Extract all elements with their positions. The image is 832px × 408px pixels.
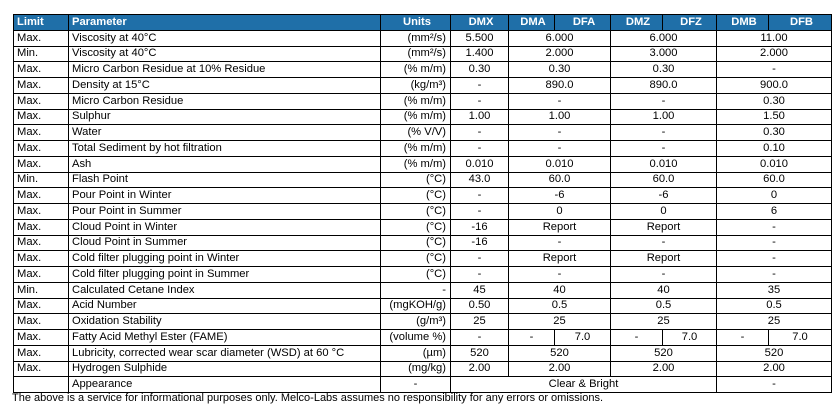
dmb-dfb-value-cell: - [717, 267, 832, 283]
units-cell: (g/m³) [381, 314, 451, 330]
dmx-value-cell: 0.30 [451, 62, 509, 78]
dma-dfa-value-cell: -6 [509, 188, 611, 204]
units-cell: - [381, 377, 451, 393]
limit-cell: Max. [14, 314, 69, 330]
dmx-value-cell: 520 [451, 345, 509, 361]
table-row-fame [14, 330, 832, 346]
header-parameter: Parameter [69, 15, 381, 31]
dmb-dfb-value-cell: 11.00 [717, 30, 832, 46]
dmx-value-cell: - [451, 141, 509, 157]
table-row [14, 125, 832, 141]
limit-cell: Max. [14, 267, 69, 283]
fuel-spec-table [13, 14, 832, 393]
limit-cell: Max. [14, 361, 69, 377]
parameter-cell: Appearance [69, 377, 381, 393]
limit-cell: Min. [14, 172, 69, 188]
dma-dfa-value-cell: 0.010 [509, 156, 611, 172]
dmz-dfz-value-cell: -6 [611, 188, 717, 204]
dmz-dfz-value-cell: Report [611, 219, 717, 235]
dfz-value-cell: 7.0 [663, 330, 717, 346]
parameter-cell: Ash [69, 156, 381, 172]
header-dma: DMA [509, 15, 555, 31]
parameter-cell: Density at 15°C [69, 78, 381, 94]
units-cell: (% m/m) [381, 62, 451, 78]
table-row [14, 156, 832, 172]
dmb-value-cell: - [717, 330, 769, 346]
dmx-value-cell: 0.010 [451, 156, 509, 172]
dma-dfa-value-cell: - [509, 125, 611, 141]
limit-cell: Max. [14, 251, 69, 267]
dmb-dfb-value-cell: 6 [717, 204, 832, 220]
header-dmz: DMZ [611, 15, 663, 31]
units-cell: (% V/V) [381, 125, 451, 141]
table-row [14, 219, 832, 235]
dma-dfa-value-cell: - [509, 93, 611, 109]
units-cell: (µm) [381, 345, 451, 361]
parameter-cell: Lubricity, corrected wear scar diameter (WSD) at 60 °C [69, 345, 381, 361]
table-row [14, 361, 832, 377]
dmb-dfb-value-cell: 2.000 [717, 46, 832, 62]
fuel-spec-table-wrapper [13, 14, 831, 393]
dma-dfa-value-cell: - [509, 235, 611, 251]
header-units: Units [381, 15, 451, 31]
limit-cell: Max. [14, 125, 69, 141]
dmb-dfb-value-cell: 0.5 [717, 298, 832, 314]
limit-cell: Max. [14, 109, 69, 125]
parameter-cell: Viscosity at 40°C [69, 30, 381, 46]
units-cell: (°C) [381, 219, 451, 235]
table-row [14, 188, 832, 204]
dma-dfa-value-cell: 0.30 [509, 62, 611, 78]
dmz-value-cell: - [611, 330, 663, 346]
table-row [14, 345, 832, 361]
parameter-cell: Sulphur [69, 109, 381, 125]
header-dmx: DMX [451, 15, 509, 31]
table-row [14, 204, 832, 220]
table-row [14, 62, 832, 78]
dmb-dfb-value-cell: 35 [717, 282, 832, 298]
dma-dfa-value-cell: 890.0 [509, 78, 611, 94]
header-dfa: DFA [555, 15, 611, 31]
dmx-value-cell: - [451, 93, 509, 109]
parameter-cell: Micro Carbon Residue at 10% Residue [69, 62, 381, 78]
limit-cell: Max. [14, 141, 69, 157]
units-cell: (volume %) [381, 330, 451, 346]
parameter-cell: Flash Point [69, 172, 381, 188]
table-row [14, 30, 832, 46]
dmz-dfz-value-cell: 6.000 [611, 30, 717, 46]
dma-dfa-value-cell: - [509, 141, 611, 157]
table-row [14, 141, 832, 157]
units-cell: (°C) [381, 204, 451, 220]
dma-dfa-value-cell: 60.0 [509, 172, 611, 188]
dma-dfa-value-cell: 1.00 [509, 109, 611, 125]
dmb-dfb-value-cell: 0.010 [717, 156, 832, 172]
parameter-cell: Pour Point in Winter [69, 188, 381, 204]
dmb-dfb-value-cell: 2.00 [717, 361, 832, 377]
limit-cell [14, 377, 69, 393]
dmx-value-cell: 25 [451, 314, 509, 330]
parameter-cell: Hydrogen Sulphide [69, 361, 381, 377]
dmz-dfz-value-cell: 3.000 [611, 46, 717, 62]
limit-cell: Max. [14, 298, 69, 314]
dmb-dfb-value-cell: 60.0 [717, 172, 832, 188]
dmb-dfb-value-cell: 900.0 [717, 78, 832, 94]
dmz-dfz-value-cell: 25 [611, 314, 717, 330]
table-body [14, 30, 832, 392]
dma-value-cell: - [509, 330, 555, 346]
table-row [14, 93, 832, 109]
dma-dfa-value-cell: 6.000 [509, 30, 611, 46]
header-dfb: DFB [769, 15, 832, 31]
disclaimer-note: The above is a service for informational purposes only. Melco-Labs assumes no responsibility for any errors or omissions. [12, 392, 603, 404]
limit-cell: Max. [14, 78, 69, 94]
parameter-cell: Pour Point in Summer [69, 204, 381, 220]
dma-dfa-value-cell: Report [509, 251, 611, 267]
table-row [14, 172, 832, 188]
dmb-dfb-value-cell: 520 [717, 345, 832, 361]
dmx-value-cell: - [451, 125, 509, 141]
dmb-dfb-value-cell: - [717, 251, 832, 267]
parameter-cell: Calculated Cetane Index [69, 282, 381, 298]
parameter-cell: Cloud Point in Summer [69, 235, 381, 251]
dmz-dfz-value-cell: Report [611, 251, 717, 267]
parameter-cell: Cold filter plugging point in Winter [69, 251, 381, 267]
dmz-dfz-value-cell: 520 [611, 345, 717, 361]
limit-cell: Max. [14, 204, 69, 220]
dma-dfa-value-cell: 2.000 [509, 46, 611, 62]
limit-cell: Max. [14, 62, 69, 78]
dmz-dfz-value-cell: - [611, 267, 717, 283]
dmb-dfb-value-cell: - [717, 62, 832, 78]
dmx-value-cell: 2.00 [451, 361, 509, 377]
dmz-dfz-value-cell: 60.0 [611, 172, 717, 188]
dmz-dfz-value-cell: 2.00 [611, 361, 717, 377]
dma-dfa-value-cell: 40 [509, 282, 611, 298]
units-cell: (°C) [381, 235, 451, 251]
table-row [14, 267, 832, 283]
dmb-dfb-value-cell: 0.30 [717, 125, 832, 141]
dmx-value-cell: - [451, 251, 509, 267]
limit-cell: Max. [14, 219, 69, 235]
dmx-value-cell: - [451, 330, 509, 346]
units-cell: (°C) [381, 172, 451, 188]
dmx-value-cell: 45 [451, 282, 509, 298]
dmx-value-cell: -16 [451, 235, 509, 251]
parameter-cell: Water [69, 125, 381, 141]
dmz-dfz-value-cell: 1.00 [611, 109, 717, 125]
dmx-value-cell: - [451, 78, 509, 94]
units-cell: (% m/m) [381, 93, 451, 109]
table-row-appearance [14, 377, 832, 393]
dmz-dfz-value-cell: - [611, 235, 717, 251]
units-cell: (% m/m) [381, 141, 451, 157]
dmb-dfb-value-cell: 25 [717, 314, 832, 330]
dmx-value-cell: 5.500 [451, 30, 509, 46]
header-limit: Limit [14, 15, 69, 31]
units-cell: (°C) [381, 267, 451, 283]
dmz-dfz-value-cell: 0 [611, 204, 717, 220]
dmb-dfb-value-cell: 1.50 [717, 109, 832, 125]
dmx-value-cell: 43.0 [451, 172, 509, 188]
dmb-dfb-value-cell: - [717, 377, 832, 393]
table-row [14, 78, 832, 94]
limit-cell: Max. [14, 156, 69, 172]
limit-cell: Max. [14, 93, 69, 109]
limit-cell: Max. [14, 30, 69, 46]
dma-dfa-value-cell: 25 [509, 314, 611, 330]
limit-cell: Max. [14, 188, 69, 204]
appearance-merged-cell: Clear & Bright [451, 377, 717, 393]
parameter-cell: Cloud Point in Winter [69, 219, 381, 235]
parameter-cell: Viscosity at 40°C [69, 46, 381, 62]
dmx-value-cell: - [451, 267, 509, 283]
parameter-cell: Fatty Acid Methyl Ester (FAME) [69, 330, 381, 346]
dmx-value-cell: - [451, 204, 509, 220]
header-row [14, 15, 832, 31]
dmz-dfz-value-cell: 0.5 [611, 298, 717, 314]
units-cell: - [381, 282, 451, 298]
dma-dfa-value-cell: 520 [509, 345, 611, 361]
units-cell: (°C) [381, 251, 451, 267]
units-cell: (kg/m³) [381, 78, 451, 94]
dmz-dfz-value-cell: 40 [611, 282, 717, 298]
dmb-dfb-value-cell: 0.10 [717, 141, 832, 157]
units-cell: (mgKOH/g) [381, 298, 451, 314]
dmx-value-cell: -16 [451, 219, 509, 235]
dmz-dfz-value-cell: 0.010 [611, 156, 717, 172]
limit-cell: Min. [14, 282, 69, 298]
units-cell: (mm²/s) [381, 30, 451, 46]
dmz-dfz-value-cell: - [611, 93, 717, 109]
dmb-dfb-value-cell: - [717, 219, 832, 235]
header-dfz: DFZ [663, 15, 717, 31]
table-row [14, 46, 832, 62]
dmx-value-cell: - [451, 188, 509, 204]
units-cell: (mg/kg) [381, 361, 451, 377]
dma-dfa-value-cell: 2.00 [509, 361, 611, 377]
table-row [14, 298, 832, 314]
parameter-cell: Cold filter plugging point in Summer [69, 267, 381, 283]
parameter-cell: Oxidation Stability [69, 314, 381, 330]
dmz-dfz-value-cell: - [611, 141, 717, 157]
limit-cell: Max. [14, 345, 69, 361]
limit-cell: Min. [14, 46, 69, 62]
parameter-cell: Micro Carbon Residue [69, 93, 381, 109]
table-row [14, 314, 832, 330]
header-dmb: DMB [717, 15, 769, 31]
dma-dfa-value-cell: 0.5 [509, 298, 611, 314]
dma-dfa-value-cell: 0 [509, 204, 611, 220]
dmz-dfz-value-cell: - [611, 125, 717, 141]
dmx-value-cell: 1.400 [451, 46, 509, 62]
parameter-cell: Acid Number [69, 298, 381, 314]
dmx-value-cell: 0.50 [451, 298, 509, 314]
table-row [14, 251, 832, 267]
limit-cell: Max. [14, 330, 69, 346]
dmb-dfb-value-cell: 0.30 [717, 93, 832, 109]
dma-dfa-value-cell: Report [509, 219, 611, 235]
dmz-dfz-value-cell: 890.0 [611, 78, 717, 94]
units-cell: (% m/m) [381, 109, 451, 125]
dfb-value-cell: 7.0 [769, 330, 832, 346]
dmz-dfz-value-cell: 0.30 [611, 62, 717, 78]
table-row [14, 109, 832, 125]
limit-cell: Max. [14, 235, 69, 251]
dmx-value-cell: 1.00 [451, 109, 509, 125]
units-cell: (% m/m) [381, 156, 451, 172]
table-row [14, 235, 832, 251]
dmb-dfb-value-cell: 0 [717, 188, 832, 204]
dmb-dfb-value-cell: - [717, 235, 832, 251]
parameter-cell: Total Sediment by hot filtration [69, 141, 381, 157]
dma-dfa-value-cell: - [509, 267, 611, 283]
units-cell: (mm²/s) [381, 46, 451, 62]
units-cell: (°C) [381, 188, 451, 204]
dfa-value-cell: 7.0 [555, 330, 611, 346]
table-row [14, 282, 832, 298]
